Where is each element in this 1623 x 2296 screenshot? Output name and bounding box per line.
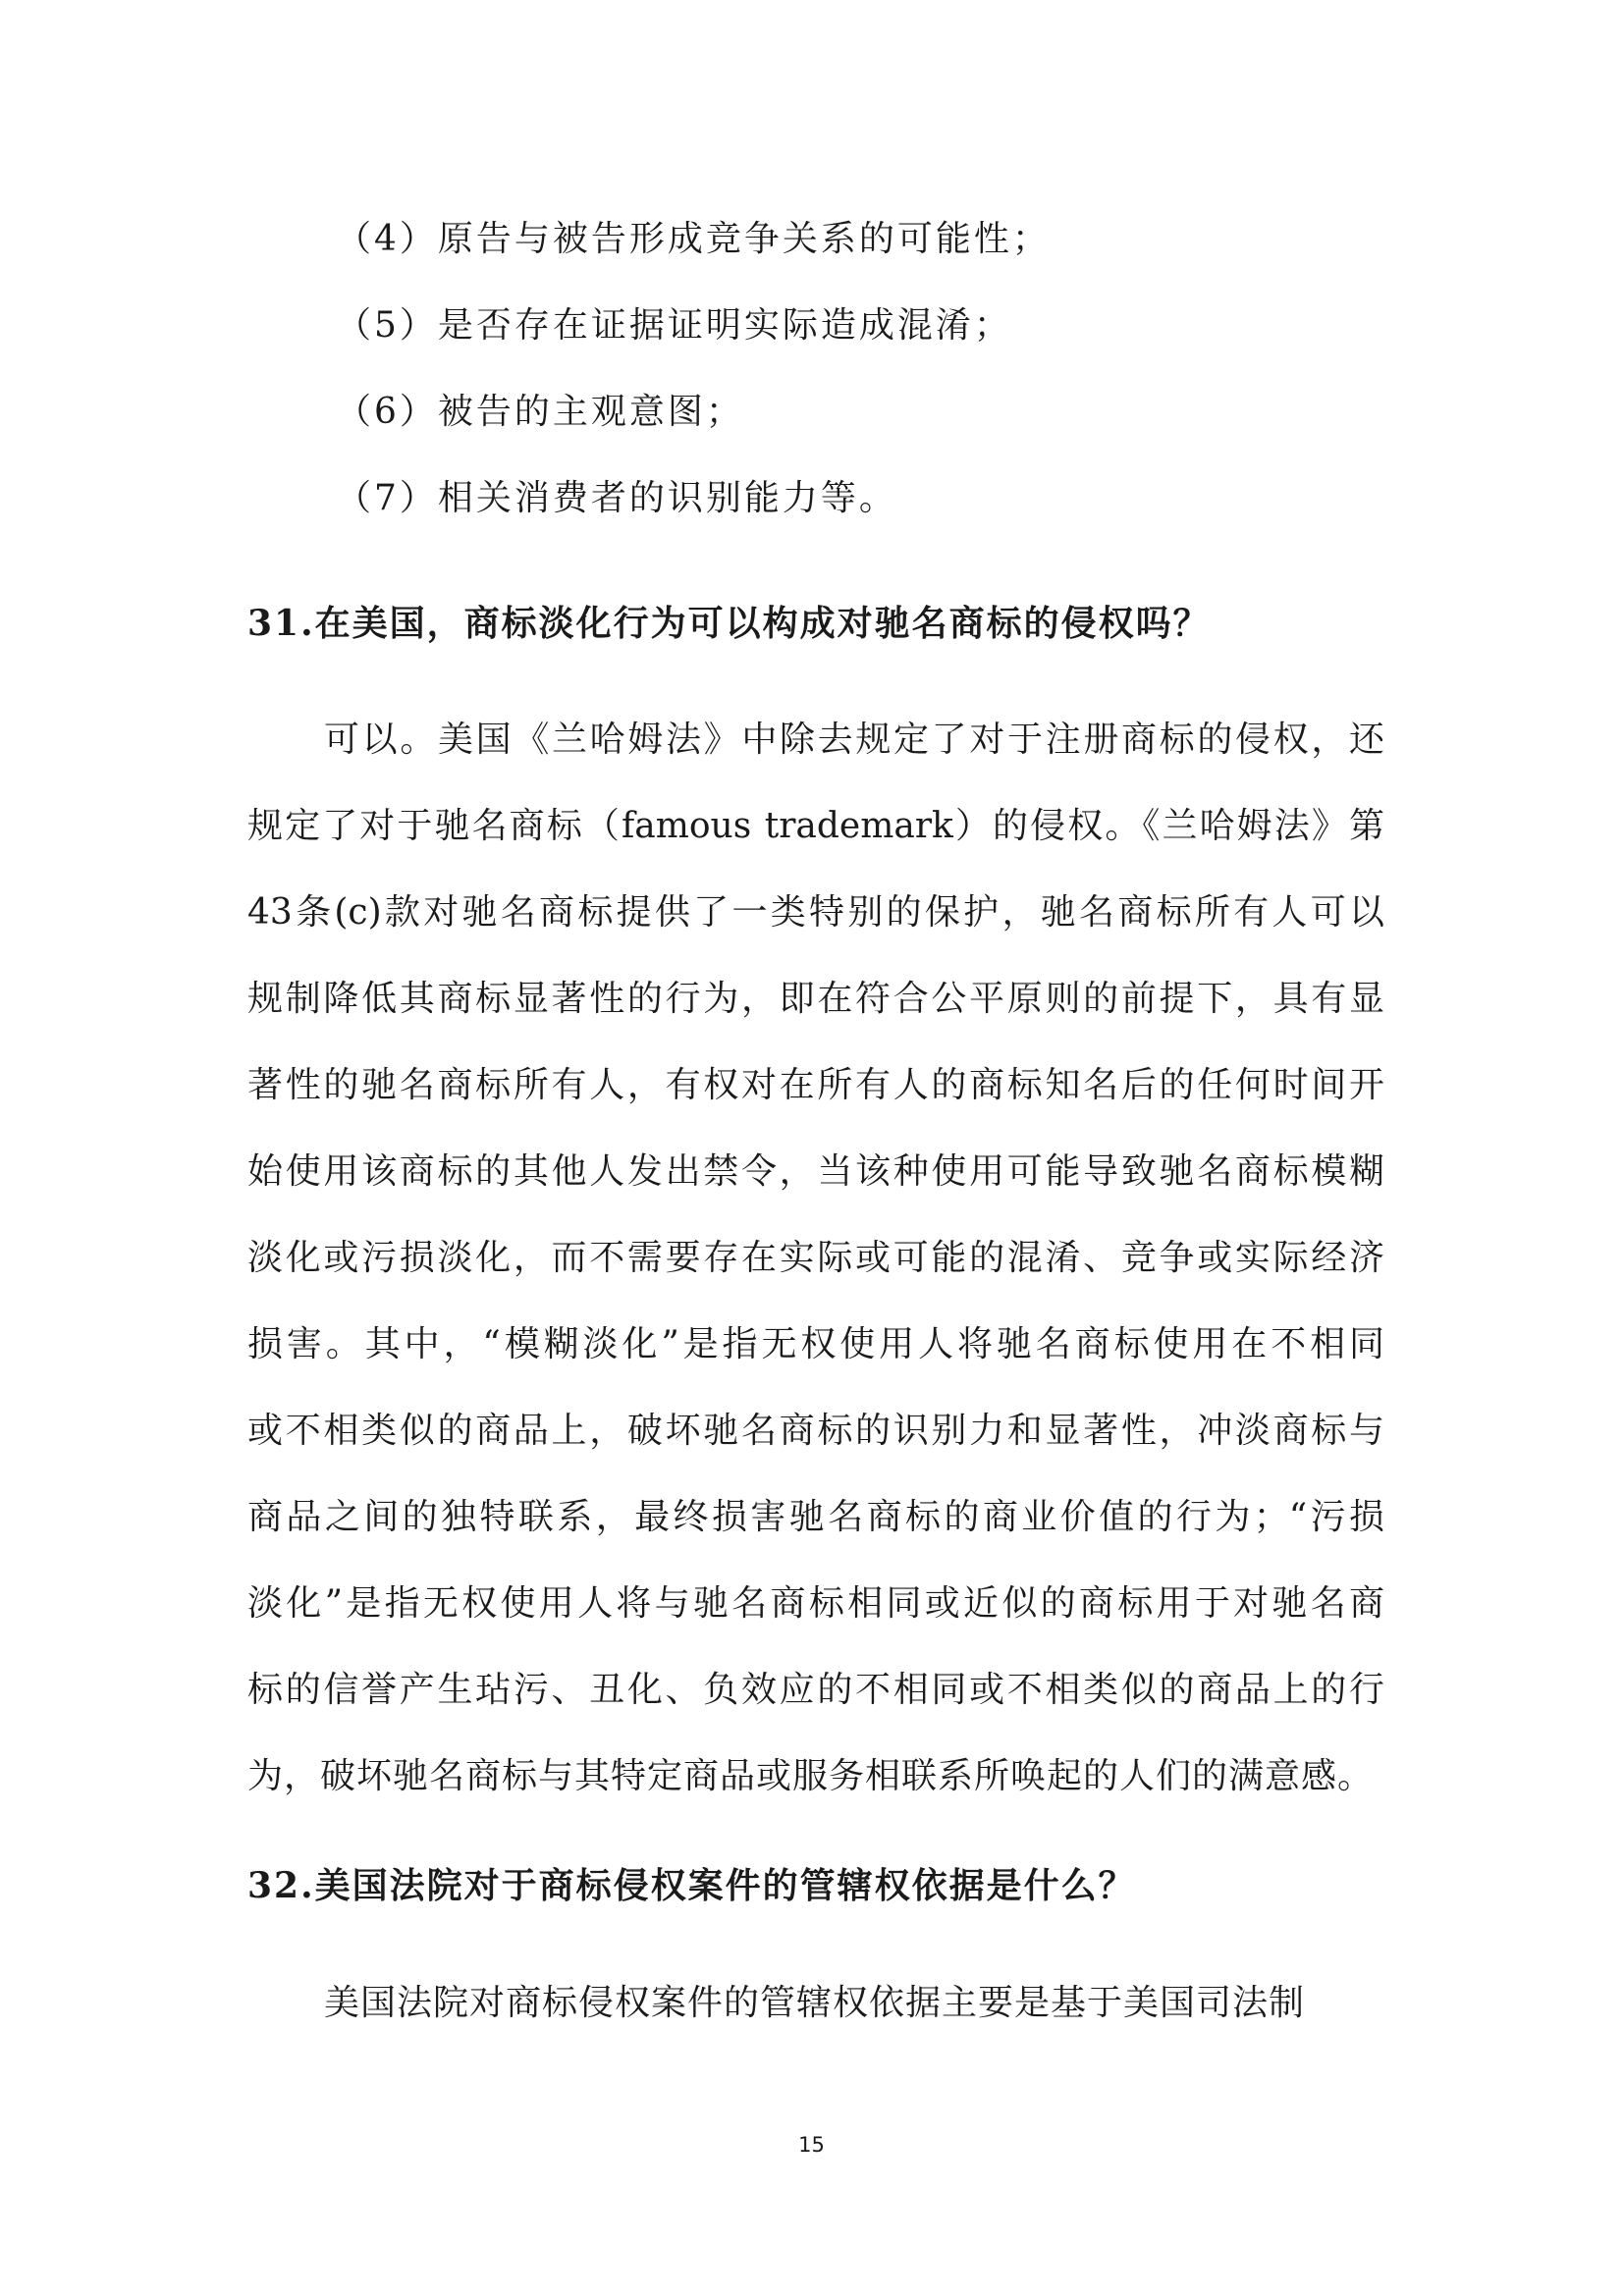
list-item: （5）是否存在证据证明实际造成混淆； xyxy=(336,305,1012,346)
paragraph-line: 美国法院对商标侵权案件的管辖权依据主要是基于美国司法制 xyxy=(324,1983,1306,2023)
paragraph-line: 标的信誉产生玷污、丑化、负效应的不相同或不相类似的商品上的行 xyxy=(247,1670,1384,1710)
section-heading-31: 31.在美国，商标淡化行为可以构成对驰名商标的侵权吗？ xyxy=(247,603,1211,644)
list-item: （4）原告与被告形成竞争关系的可能性； xyxy=(336,219,1051,259)
paragraph-line: 淡化或污损淡化，而不需要存在实际或可能的混淆、竞争或实际经济 xyxy=(247,1238,1384,1278)
paragraph-line: 始使用该商标的其他人发出禁令，当该种使用可能导致驰名商标模糊 xyxy=(247,1151,1384,1192)
paragraph-line: 为，破坏驰名商标与其特定商品或服务相联系所唤起的人们的满意感。 xyxy=(247,1756,1375,1796)
paragraph-line: 规定了对于驰名商标（famous trademark）的侵权。《兰哈姆法》第 xyxy=(247,806,1384,846)
paragraph-line: 43条(c)款对驰名商标提供了一类特别的保护，驰名商标所有人可以 xyxy=(247,892,1384,933)
paragraph-line: 可以。美国《兰哈姆法》中除去规定了对于注册商标的侵权，还 xyxy=(324,720,1384,760)
page-number: 15 xyxy=(798,2133,825,2157)
paragraph-line: 商品之间的独特联系，最终损害驰名商标的商业价值的行为；“污损 xyxy=(247,1497,1384,1537)
list-item: （6）被告的主观意图； xyxy=(336,392,744,432)
paragraph-line: 规制降低其商标显著性的行为，即在符合公平原则的前提下，具有显 xyxy=(247,979,1384,1019)
paragraph-line: 损害。其中，“模糊淡化”是指无权使用人将驰名商标使用在不相同 xyxy=(247,1324,1384,1364)
list-item: （7）相关消费者的识别能力等。 xyxy=(336,478,897,518)
section-heading-32: 32.美国法院对于商标侵权案件的管辖权依据是什么？ xyxy=(247,1865,1136,1906)
paragraph-line: 淡化”是指无权使用人将与驰名商标相同或近似的商标用于对驰名商 xyxy=(247,1583,1384,1624)
paragraph-line: 或不相类似的商品上，破坏驰名商标的识别力和显著性，冲淡商标与 xyxy=(247,1411,1384,1451)
paragraph-line: 著性的驰名商标所有人，有权对在所有人的商标知名后的任何时间开 xyxy=(247,1065,1384,1105)
